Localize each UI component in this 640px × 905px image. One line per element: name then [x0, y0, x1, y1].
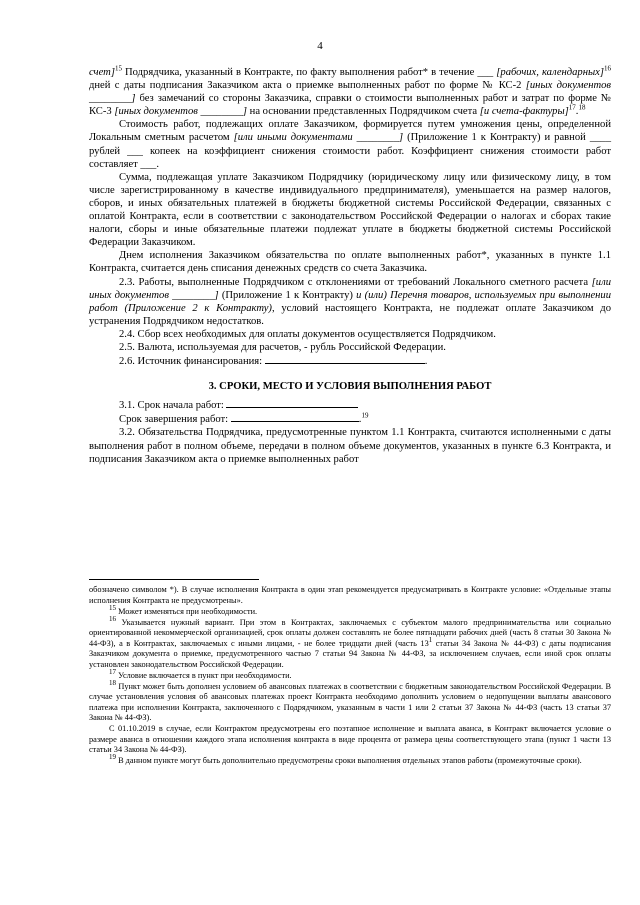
text-fragment: (Приложение 1 к Контракту) [218, 289, 357, 301]
footnote-number: 15 [109, 603, 116, 612]
footnote-text: статьи 34 Закона № 44-ФЗ) с даты подписания Заказчиком документа о приемке, предусмотренного частью 7 статьи 94 Закона № 44-ФЗ, за исключением случаев, если иной срок оплаты установлен законодательством Российской Федерации. [89, 638, 611, 669]
text-fragment: 2.6. Источник финансирования: [119, 356, 263, 368]
footnote-text: Указывается нужный вариант. При этом в Контрактах, заключаемых с субъектом малого предпринимательства или социально ориентированной некоммерческой организацией, срок оплаты должен составлять не более пятнадцати рабочих дней (часть 8 статьи 30 Закона № 44-ФЗ), а в Контрактах, заключаемых с иными лицами, - не более тридцати дней (часть 13 [89, 617, 611, 648]
footnotes [89, 585, 611, 767]
text-fragment: . [575, 106, 579, 118]
footnote-ref-18: 18 [578, 103, 586, 112]
text-fragment: (Приложение 1 к Контракту) и равной ____ рублей ___ копеек на коэффициент снижения стоимости работ. Коэффициент снижения стоимости работ составляет ___. [89, 132, 612, 170]
paragraph-2-5: 2.5. Валюта, используемая для расчетов, - рубль Российской Федерации. [119, 341, 446, 353]
fill-blank [231, 412, 359, 422]
text-fragment: , условий настоящего Контракта, не подлежат оплате Заказчиком до устранения Подрядчиком недостатков. [89, 302, 611, 327]
footnote-ref-19: 19 [361, 411, 369, 420]
paragraph-cost [89, 118, 611, 170]
footnote-text: В данном пункте могут быть дополнительно предусмотрены сроки выполнения отдельных этапов работы (промежуточные сроки). [118, 756, 582, 765]
paragraph-taxes: Сумма, подлежащая уплате Заказчиком Подрядчику (юридическому лицу или физическому лицу, в том числе зарегистрированному в качестве индивидуального предпринимателя), уменьшается на размер налогов, сборов, и иных обязательных платежей в бюджеты бюджетной системы Российской Федерации, связанных с оплатой Контракта, если в соответствии с законодательством Российской Федерации о налогах и сборах такие налоги, сборы и иные обязательные платежи подлежат уплате в бюджеты бюджетной системы Российской Федерации Заказчиком. [89, 171, 611, 249]
paragraph-3-2: 3.2. Обязательства Подрядчика, предусмотренные пунктом 1.1 Контракта, считаются исполненными с даты выполнения работ в полном объеме, передачи в полном объеме документов, указанных в пункте 6.3 Контракта, и подписания Заказчиком акта о приемке выполненных работ [89, 427, 611, 465]
text-fragment: без замечаний со стороны Заказчика, справки о стоимости выполненных работ и затрат по форме № КС-3 [89, 93, 611, 118]
text-fragment: [или иных документов ________] [89, 276, 611, 301]
paragraph-2-6: 2.6. Источник финансирования: . [119, 356, 428, 368]
text-fragment: Подрядчика, указанный в Контракте, по факту выполнения работ* в течение ___ [121, 67, 497, 78]
paragraph-payment-day: Днем исполнения Заказчиком обязательства по оплате выполненных работ*, указанных в пункте 1.1 Контракта, считается день списания денежных средств со счета Заказчика. [89, 250, 611, 275]
footnote-ref-17: 17 [568, 103, 576, 112]
paragraph-3-1 [89, 398, 611, 412]
text-fragment: [и счета-фактуры] [479, 106, 569, 118]
footnote-number: 18 [109, 678, 116, 687]
text-fragment: 3.1. Срок начала работ: [119, 400, 224, 412]
fill-blank [226, 398, 358, 408]
text-fragment: [или иными документами ________] [233, 132, 404, 144]
paragraph-end-date: Срок завершения работ: .$^{19}$ [119, 411, 369, 426]
text-fragment: Стоимость работ, подлежащих оплате Заказчиком, формируется путем умножения цены, определенной Локальным сметным расчетом [89, 119, 611, 144]
footnote-16 [89, 614, 611, 671]
footnote-continued: обозначено символом *). В случае исполнения Контракта в один этап рекомендуется предусматривать в Контракте условие: «Отдельные этапы исполнения Контракта не предусмотрены». [89, 585, 611, 605]
main-text [89, 66, 611, 466]
paragraph-payment-terms [89, 66, 611, 118]
page-number: 4 [317, 40, 323, 52]
footnote-18 [89, 678, 611, 724]
text-fragment: [рабочих, календарных] [496, 67, 604, 78]
footnote-number: 19 [109, 753, 116, 762]
text-fragment: и (или) Перечня товаров, используемых при выполнении работ (Приложение 2 к Контракту) [89, 289, 611, 314]
text-fragment: счет] [89, 67, 115, 78]
footnote-text: Пункт может быть дополнен условием об авансовых платежах в соответствии с бюджетным законодательством Российской Федерации. В случае установления условия об авансовых платежах проект Контракта необходимо дополнить условием о недопущении выплаты авансового платежа при исполнении Контракта, заключенного с Подрядчиком, указанным в части 1 или 2 статьи 37 Закона № 44-ФЗ (часть 13 статьи 37 Закона № 44-ФЗ). [89, 681, 611, 722]
text-fragment: дней с даты подписания Заказчиком акта о приемке выполненных работ по форме № КС-2 [89, 80, 526, 92]
text-fragment: Срок завершения работ: [119, 414, 229, 426]
footnote-18-cont: С 01.10.2019 в случае, если Контрактом предусмотрены его поэтапное исполнение и выплата аванса, в Контракт включается условие о размере аванса в отношении каждого этапа исполнения контракта в виде процента от размера цены соответствующего этапа (пункт 1 части 13 статьи 34 Закона № 44-ФЗ). [89, 724, 611, 754]
footnote-17 [89, 667, 611, 682]
text-fragment: на основании представленных Подрядчиком счета [247, 106, 480, 118]
paragraph-2-4: 2.4. Сбор всех необходимых для оплаты документов осуществляется Подрядчиком. [119, 328, 496, 340]
footnote-15 [89, 603, 611, 618]
footnote-ref-15: 15 [114, 64, 122, 73]
text-fragment: [иных документов ________] [114, 106, 248, 118]
footnote-text: Может изменяться при необходимости. [118, 606, 258, 616]
footnote-text: Условие включается в пункт при необходимости. [118, 670, 292, 680]
section-heading: 3. СРОКИ, МЕСТО И УСЛОВИЯ ВЫПОЛНЕНИЯ РАБОТ [208, 381, 492, 393]
footnote-ref-16: 16 [604, 64, 611, 73]
footnote-number: 16 [109, 614, 116, 623]
fill-blank [265, 354, 425, 364]
footnote-sup: 1 [428, 635, 433, 644]
footnote-number: 17 [109, 667, 116, 676]
footnote-separator [89, 579, 259, 580]
footnote-19 [89, 753, 611, 767]
text-fragment: [иных документов ________] [89, 80, 611, 105]
paragraph-2-3 [89, 276, 611, 328]
text-fragment: 2.3. Работы, выполненные Подрядчиком с отклонениями от требований Локального сметного расчета [119, 276, 592, 288]
